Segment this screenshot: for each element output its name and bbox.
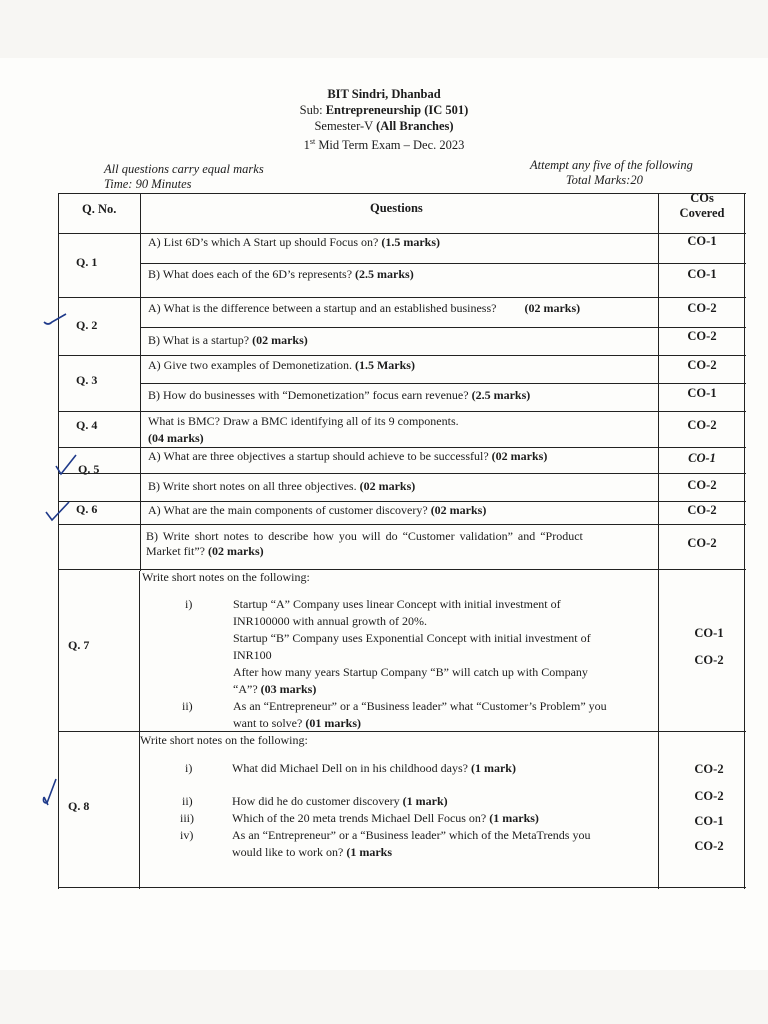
q7-co-1: CO-1 [694, 626, 724, 640]
q3a-co: CO-2 [687, 358, 717, 372]
q3b-co: CO-1 [687, 386, 717, 400]
q6-number: Q. 6 [76, 502, 98, 516]
q7-number: Q. 7 [68, 638, 90, 652]
q5a-text: A) What are three objectives a startup should achieve to be successful? (02 marks) [148, 449, 548, 463]
q4-number: Q. 4 [76, 418, 98, 432]
q7-i-line5: After how many years Startup Company “B” will catch up with Company [233, 665, 588, 679]
q7-i-number: i) [185, 597, 193, 611]
q7-ii-line2: want to solve? (01 marks) [233, 716, 361, 730]
q2a-text: A) What is the difference between a startup and an established business? (02 marks) [148, 301, 581, 315]
q6a-text: A) What are the main components of customer discovery? (02 marks) [148, 503, 487, 517]
q5b-text: B) Write short notes on all three objectives. (02 marks) [148, 479, 416, 493]
q4-marks: (04 marks) [148, 431, 204, 445]
q8-iv-line2: would like to work on? (1 marks [232, 845, 392, 859]
q1a-co: CO-1 [687, 234, 717, 248]
q6b-co: CO-2 [687, 536, 717, 550]
col-header-qno: Q. No. [82, 202, 117, 216]
q8-co-i: CO-2 [694, 762, 724, 776]
q8-iii-text: Which of the 20 meta trends Michael Dell Focus on? (1 marks) [232, 811, 539, 825]
exam-header [0, 86, 768, 153]
q7-i-line2: INR100000 with annual growth of 20%. [233, 614, 427, 628]
q1b-co: CO-1 [687, 267, 717, 281]
q3a-text: A) Give two examples of Demonetization. (1.5 Marks) [148, 358, 415, 372]
q6b-text-line1: B) Write short notes to describe how you will do “Customer validation” and “Product [146, 529, 583, 543]
q1b-text: B) What does each of the 6D’s represents? (2.5 marks) [148, 267, 414, 281]
pen-tick-q6 [42, 498, 72, 524]
q2a-co: CO-2 [687, 301, 717, 315]
q1a-text: A) List 6D’s which A Start up should Focus on? (1.5 marks) [148, 235, 441, 249]
instructions-right [530, 158, 693, 188]
exam-line: 1st Mid Term Exam – Dec. 2023 [303, 137, 465, 153]
q7-i-line4: INR100 [233, 648, 272, 662]
q1-number: Q. 1 [76, 255, 98, 269]
col-header-covered: Covered [679, 206, 725, 220]
q4-text: What is BMC? Draw a BMC identifying all of its 9 components. [148, 414, 459, 428]
q5-number: Q. 5 [78, 462, 100, 476]
q2-number: Q. 2 [76, 318, 98, 332]
q7-i-line3: Startup “B” Company uses Exponential Concept with initial investment of [233, 631, 591, 645]
time-note: Time: 90 Minutes [104, 177, 192, 191]
equal-marks-note: All questions carry equal marks [104, 162, 264, 176]
col-header-cos: COs [690, 191, 714, 205]
q8-ii-text: How did he do customer discovery (1 mark) [232, 794, 448, 808]
q6a-co: CO-2 [687, 503, 717, 517]
subject-line: Sub: Entrepreneurship (IC 501) [299, 103, 469, 117]
q8-iv-line1: As an “Entrepreneur” or a “Business leader” which of the MetaTrends you [232, 828, 591, 842]
semester-line: Semester-V (All Branches) [314, 119, 454, 133]
q8-number: Q. 8 [68, 799, 90, 813]
q8-i-text: What did Michael Dell on in his childhood days? (1 mark) [232, 761, 516, 775]
q7-ii-number: ii) [182, 699, 193, 713]
pen-tick-q5 [52, 452, 80, 480]
q3-number: Q. 3 [76, 373, 98, 387]
q2b-co: CO-2 [687, 329, 717, 343]
attempt-note: Attempt any five of the following [530, 158, 693, 172]
q5b-co: CO-2 [687, 478, 717, 492]
institute-name: BIT Sindri, Dhanbad [327, 87, 441, 101]
q8-co-iii: CO-1 [694, 814, 724, 828]
q7-co-2: CO-2 [694, 653, 724, 667]
q8-i-number: i) [185, 761, 193, 775]
q8-intro: Write short notes on the following: [140, 733, 308, 747]
q7-intro: Write short notes on the following: [142, 570, 310, 584]
question-table [58, 193, 746, 889]
instructions-left [104, 162, 264, 192]
pen-tick-q2 [40, 310, 70, 332]
q8-co-iv: CO-2 [694, 839, 724, 853]
col-header-questions: Questions [370, 201, 423, 215]
q3b-text: B) How do businesses with “Demonetization” focus earn revenue? (2.5 marks) [148, 388, 531, 402]
q2b-text: B) What is a startup? (02 marks) [148, 333, 308, 347]
q7-i-line6: “A”? (03 marks) [233, 682, 317, 696]
q8-ii-number: ii) [182, 794, 193, 808]
q7-ii-line1: As an “Entrepreneur” or a “Business leader” what “Customer’s Problem” you [233, 699, 607, 713]
q8-iii-number: iii) [180, 811, 194, 825]
q8-co-ii: CO-2 [694, 789, 724, 803]
total-marks-note: Total Marks:20 [565, 173, 643, 187]
q7-i-line1: Startup “A” Company uses linear Concept with initial investment of [233, 597, 561, 611]
pen-tick-q8 [38, 775, 74, 809]
q5a-co: CO-1 [688, 451, 716, 465]
q6b-text-line2: Market fit”? (02 marks) [146, 544, 264, 558]
q4-co: CO-2 [687, 418, 717, 432]
q8-iv-number: iv) [180, 828, 194, 842]
